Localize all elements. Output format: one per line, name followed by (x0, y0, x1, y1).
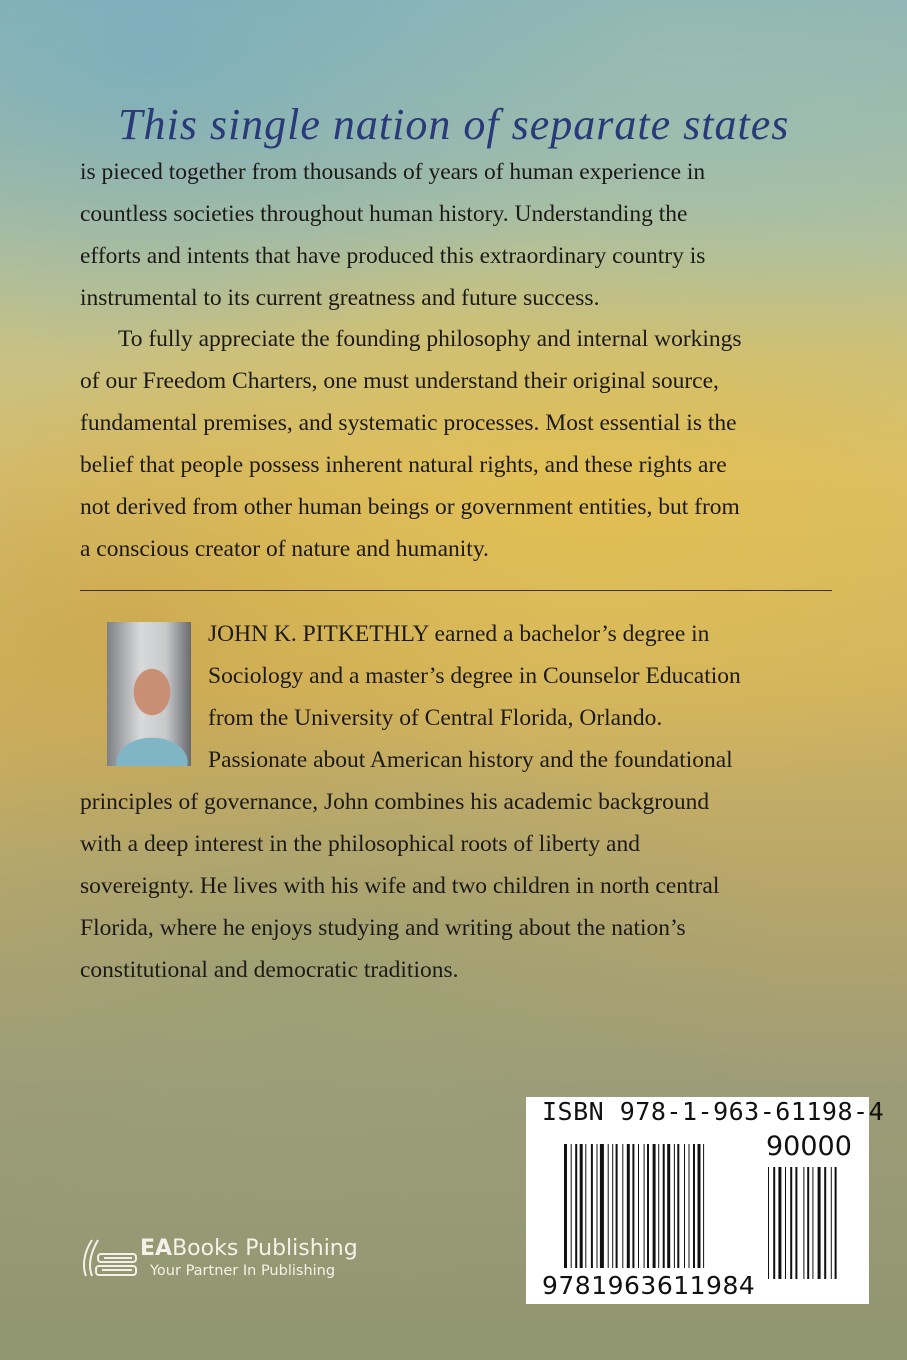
barcode-bar (644, 1144, 645, 1268)
barcode-bar (647, 1144, 649, 1268)
barcode-bar (831, 1167, 832, 1279)
barcode-bar (616, 1144, 618, 1268)
barcode-bar (597, 1144, 598, 1268)
barcode-bar (653, 1144, 656, 1268)
barcode-bar (612, 1144, 613, 1268)
text-line: fundamental premises, and systematic processes. Most essential is the (80, 410, 737, 436)
publisher-name: EABooks Publishing (140, 1236, 358, 1261)
barcode-bar (698, 1144, 701, 1268)
barcode-bar (600, 1144, 604, 1268)
text-line: Passionate about American history and the foundational (208, 747, 733, 773)
ean-digits: 9781963611984 (542, 1271, 756, 1300)
barcode-bar (632, 1144, 634, 1268)
barcode-bar (575, 1144, 577, 1268)
barcode-bar (818, 1167, 821, 1279)
text-line: constitutional and democratic traditions. (80, 957, 459, 983)
barcode-bar (684, 1144, 685, 1268)
barcode-bar (591, 1144, 593, 1268)
barcode-bar (773, 1167, 775, 1279)
barcode-bar (835, 1167, 837, 1279)
publisher-tagline: Your Partner In Publishing (150, 1263, 336, 1279)
barcode-bar (677, 1144, 679, 1268)
barcode-bar (585, 1144, 586, 1268)
text-line: from the University of Central Florida, Orlando. (208, 705, 663, 731)
barcode-bar (674, 1144, 675, 1268)
text-line: countless societies throughout human history. Understanding the (80, 201, 688, 227)
text-line: Sociology and a master’s degree in Counselor Education (208, 663, 741, 689)
barcode-bar (608, 1144, 609, 1268)
barcode-bar (824, 1167, 826, 1279)
barcode-bar (807, 1167, 809, 1279)
text-line: with a deep interest in the philosophical roots of liberty and (80, 831, 640, 857)
barcode-bar (638, 1144, 639, 1268)
text-line: is pieced together from thousands of years of human experience in (80, 159, 706, 185)
text-line: sovereignty. He lives with his wife and two children in north central (80, 873, 720, 899)
barcode-bar (778, 1167, 781, 1279)
barcode-bar (663, 1144, 665, 1268)
text-line: Florida, where he enjoys studying and writing about the nation’s (80, 915, 686, 941)
barcode-bars-addon (762, 1167, 866, 1279)
text-line: instrumental to its current greatness and future success. (80, 285, 600, 311)
barcode-bars-main (556, 1141, 760, 1269)
barcode-bar (580, 1144, 583, 1268)
isbn-text: ISBN 978-1-963-61198-4 (542, 1097, 885, 1126)
barcode-bar (785, 1167, 786, 1279)
text-line: not derived from other human beings or government entities, but from (80, 494, 740, 520)
price-code: 90000 (766, 1131, 852, 1162)
text-line: principles of governance, John combines his academic background (80, 789, 710, 815)
text-line: efforts and intents that have produced this extraordinary country is (80, 243, 706, 269)
cover-heading: This single nation of separate states (118, 100, 790, 149)
isbn-barcode (526, 1097, 885, 1304)
barcode-bar (564, 1144, 567, 1268)
barcode-bar (571, 1144, 572, 1268)
publisher-logo (80, 1236, 358, 1280)
author-photo (107, 622, 191, 766)
text-line: JOHN K. PITKETHLY earned a bachelor’s degree in (208, 621, 710, 647)
barcode-bar (768, 1167, 769, 1279)
barcode-bar (622, 1144, 623, 1268)
barcode-bar (693, 1144, 695, 1268)
divider (80, 590, 832, 591)
barcode-bar (803, 1167, 804, 1279)
books-icon (80, 1236, 140, 1280)
text-line: a conscious creator of nature and humanity. (80, 536, 489, 562)
barcode-bar (790, 1167, 792, 1279)
barcode-bar (627, 1144, 630, 1268)
barcode-bar (703, 1144, 704, 1268)
barcode-bar (689, 1144, 690, 1268)
barcode-bar (658, 1144, 659, 1268)
barcode-bar (812, 1167, 813, 1279)
barcode-bar (667, 1144, 670, 1268)
text-line: belief that people possess inherent natural rights, and these rights are (80, 452, 727, 478)
text-line: of our Freedom Charters, one must understand their original source, (80, 368, 719, 394)
barcode-bar (795, 1167, 797, 1279)
text-line: To fully appreciate the founding philosophy and internal workings (118, 326, 742, 352)
